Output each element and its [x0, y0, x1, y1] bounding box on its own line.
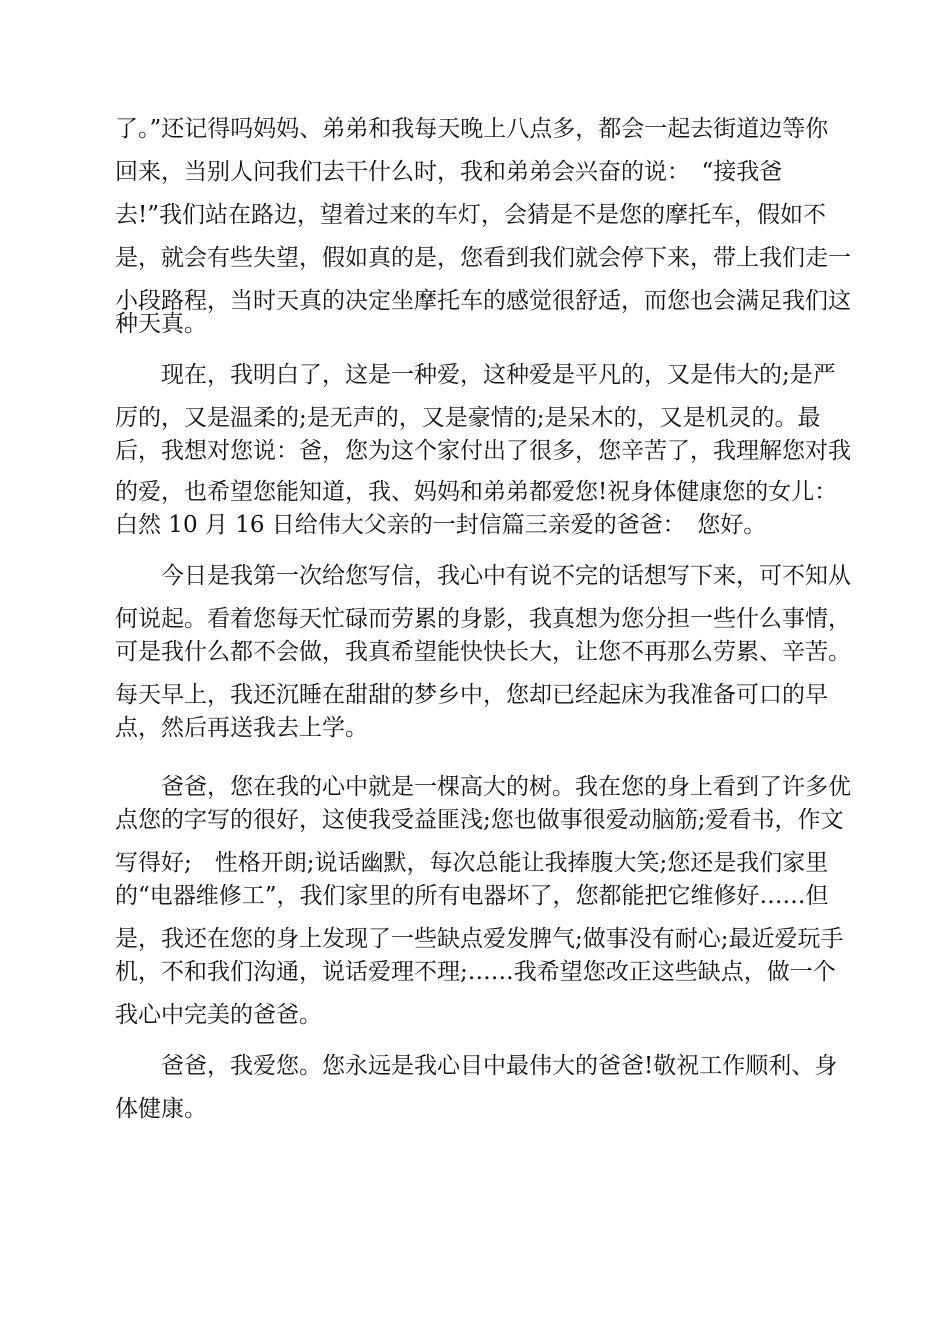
text-line: 回来，当别人问我们去干什么时，我和弟弟会兴奋的说： “接我爸 — [115, 159, 783, 185]
text-line: 是，就会有些失望，假如真的是，您看到我们就会停下来，带上我们走一 — [115, 245, 851, 271]
text-line: 今日是我第一次给您写信，我心中有说不完的话想写下来，可不知从 — [115, 563, 851, 589]
text-line: 小段路程，当时天真的决定坐摩托车的感觉很舒适，而您也会满足我们这 — [115, 288, 851, 314]
text-line: 现在，我明白了，这是一种爱，这种爱是平凡的，又是伟大的;是严 — [115, 362, 836, 388]
text-line: 厉的，又是温柔的;是无声的，又是豪情的;是呆木的，又是机灵的。最 — [115, 405, 821, 431]
text-line: 种天真。 — [115, 311, 207, 337]
text-line: 的爱，也希望您能知道，我、妈妈和弟弟都爱您!祝身体健康您的女儿： — [115, 479, 838, 505]
text-line: 点您的字写的很好，这使我受益匪浅;您也做事很爱动脑筋;爱看书，作文 — [115, 807, 844, 833]
text-line: 写得好; 性格开朗;说话幽默，每次总能让我捧腹大笑;您还是我们家里 — [115, 850, 829, 876]
text-line: 爸爸，我爱您。您永远是我心目中最伟大的爸爸!敬祝工作顺利、身 — [115, 1053, 838, 1079]
text-line: 了。”还记得吗妈妈、弟弟和我每天晚上八点多，都会一起去街道边等你 — [115, 116, 829, 142]
text-line: 爸爸，您在我的心中就是一棵高大的树。我在您的身上看到了许多优 — [115, 774, 851, 800]
text-line: 每天早上，我还沉睡在甜甜的梦乡中，您却已经起床为我准备可口的早 — [115, 682, 828, 708]
text-line: 体健康。 — [115, 1096, 207, 1122]
text-line: 白然 10 月 16 日给伟大父亲的一封信篇三亲爱的爸爸： 您好。 — [115, 512, 767, 538]
text-line: 我心中完美的爸爸。 — [115, 1002, 322, 1028]
text-line: 是，我还在您的身上发现了一些缺点爱发脾气;做事没有耐心;最近爱玩手 — [115, 926, 844, 952]
text-line: 何说起。看着您每天忙碌而劳累的身影，我真想为您分担一些什么事情， — [115, 606, 851, 632]
text-line: 后，我想对您说：爸，您为这个家付出了很多，您辛苦了，我理解您对我 — [115, 438, 851, 464]
text-line: 可是我什么都不会做，我真希望能快快长大，让您不再那么劳累、辛苦。 — [115, 639, 851, 665]
text-line: 去!”我们站在路边，望着过来的车灯，会猜是不是您的摩托车，假如不 — [115, 202, 827, 228]
text-line: 点，然后再送我去上学。 — [115, 715, 368, 741]
text-line: 机，不和我们沟通，说话爱理不理;……我希望您改正这些缺点，做一个 — [115, 959, 836, 985]
text-line: 的“电器维修工”，我们家里的所有电器坏了，您都能把它维修好……但 — [115, 883, 829, 909]
